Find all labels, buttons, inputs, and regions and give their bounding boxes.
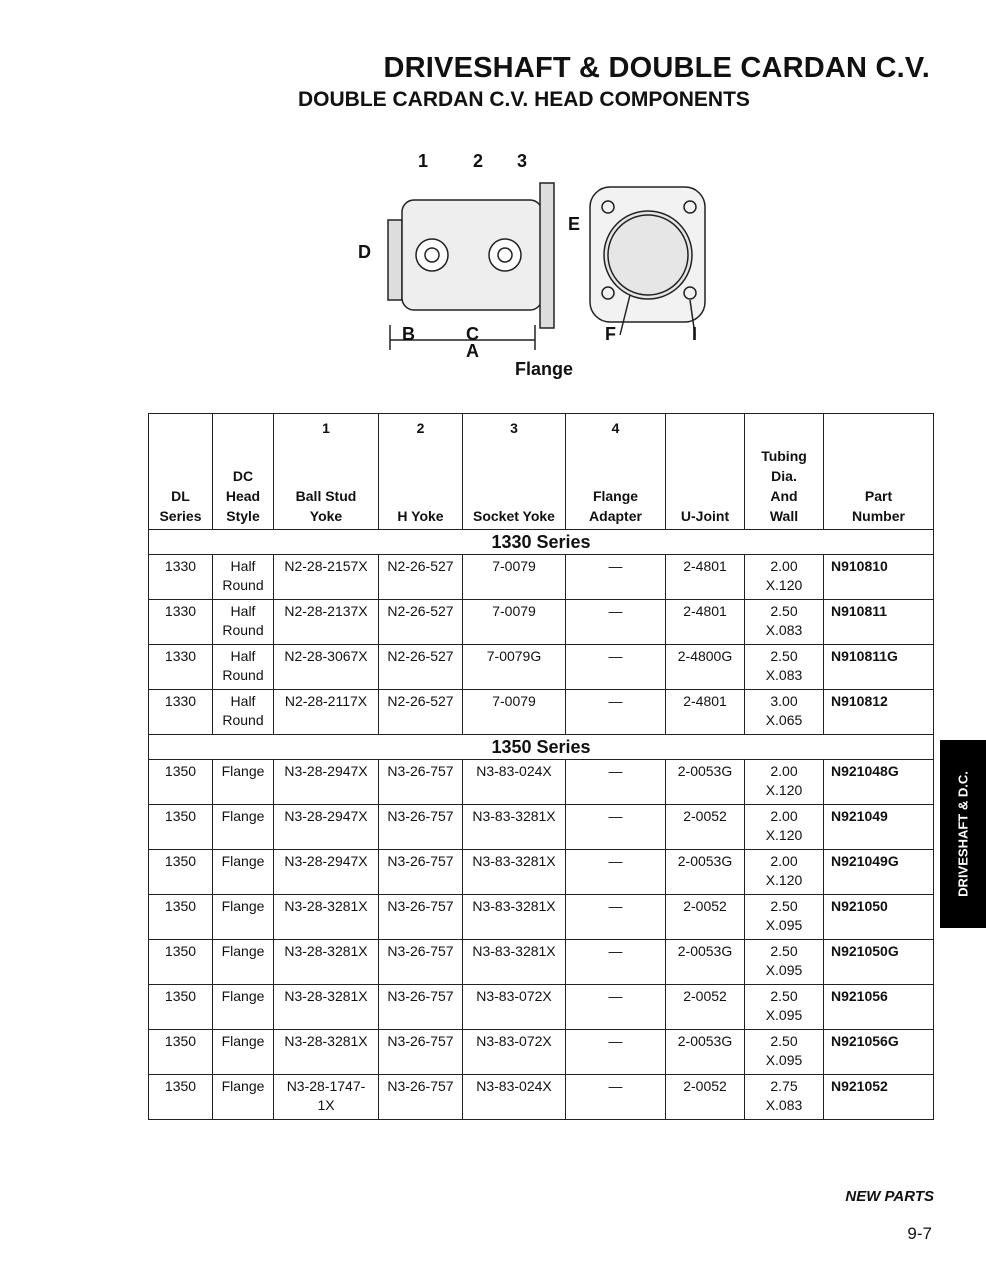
table-cell: N3-83-072X [463, 1030, 566, 1075]
table-cell: 2.50 X.095 [745, 895, 824, 940]
dimension-b: B [402, 324, 415, 344]
table-cell: 2-0053G [666, 760, 745, 805]
table-cell: 2.00 X.120 [745, 555, 824, 600]
table-cell: N3-26-757 [379, 760, 463, 805]
page-title: DRIVESHAFT & DOUBLE CARDAN C.V. [383, 52, 930, 84]
table-cell: N3-83-3281X [463, 850, 566, 895]
table-cell: 2.75 X.083 [745, 1075, 824, 1120]
table-cell: 1330 [149, 645, 213, 690]
table-cell: N3-26-757 [379, 850, 463, 895]
table-cell: 1350 [149, 940, 213, 985]
table-cell: Flange [213, 1030, 274, 1075]
table-cell: 1330 [149, 690, 213, 735]
table-cell: — [566, 1075, 666, 1120]
table-cell: 2.00 X.120 [745, 850, 824, 895]
table-cell: 2.50 X.095 [745, 940, 824, 985]
column-label: Ball Stud Yoke [295, 488, 357, 524]
column-number: 3 [510, 420, 518, 436]
table-row [149, 985, 934, 1030]
page-subtitle: DOUBLE CARDAN C.V. HEAD COMPONENTS [298, 88, 750, 111]
table-cell: N3-83-3281X [463, 895, 566, 940]
table-cell: N2-26-527 [379, 645, 463, 690]
table-cell: 2-4800G [666, 645, 745, 690]
table-cell: 2-4801 [666, 555, 745, 600]
dimension-e: E [568, 214, 581, 234]
column-label: Socket Yoke [473, 508, 555, 524]
part-number: N910812 [824, 690, 934, 735]
column-label: H Yoke [397, 508, 444, 524]
table-cell: — [566, 805, 666, 850]
table-cell: N2-28-2157X [274, 555, 379, 600]
table-cell: N3-26-757 [379, 805, 463, 850]
table-cell: — [566, 940, 666, 985]
table-cell: Flange [213, 895, 274, 940]
column-label: U-Joint [680, 508, 730, 524]
table-row [149, 555, 934, 600]
table-cell: N2-28-2137X [274, 600, 379, 645]
table-row [149, 805, 934, 850]
table-cell: Half Round [213, 645, 274, 690]
table-cell: Half Round [213, 555, 274, 600]
callout-1: 1 [418, 151, 429, 171]
table-cell: 7-0079 [463, 690, 566, 735]
table-row [149, 760, 934, 805]
column-number: 1 [322, 420, 330, 436]
flange-front-view [590, 187, 705, 335]
part-number: N921056 [824, 985, 934, 1030]
part-number: N910811G [824, 645, 934, 690]
column-header [824, 414, 934, 530]
table-cell: 1350 [149, 1030, 213, 1075]
column-header [745, 414, 824, 530]
column-number: 4 [611, 420, 620, 436]
part-number: N921049 [824, 805, 934, 850]
table-cell: — [566, 600, 666, 645]
table-cell: N3-28-2947X [274, 850, 379, 895]
table-cell: N3-28-3281X [274, 940, 379, 985]
table-cell: 2.50 X.083 [745, 600, 824, 645]
table-cell: Half Round [213, 690, 274, 735]
table-cell: 1350 [149, 760, 213, 805]
table-cell: Half Round [213, 600, 274, 645]
part-number: N910811 [824, 600, 934, 645]
column-header [213, 414, 274, 530]
table-cell: 1350 [149, 805, 213, 850]
table-cell: 1350 [149, 850, 213, 895]
table-cell: — [566, 645, 666, 690]
table-cell: N2-26-527 [379, 555, 463, 600]
table-cell: N3-28-2947X [274, 805, 379, 850]
table-row [149, 690, 934, 735]
table-cell: Flange [213, 985, 274, 1030]
table-row [149, 850, 934, 895]
table-cell: Flange [213, 760, 274, 805]
table-cell: 3.00 X.065 [745, 690, 824, 735]
dimension-i: I [692, 324, 698, 344]
table-cell: — [566, 760, 666, 805]
table-row [149, 1030, 934, 1075]
column-label: Tubing Dia. And Wall [761, 448, 807, 524]
column-header [379, 414, 463, 530]
table-cell: 2-0052 [666, 895, 745, 940]
part-number: N921052 [824, 1075, 934, 1120]
column-number: 2 [416, 420, 425, 436]
part-number: N921056G [824, 1030, 934, 1075]
series-header-row [149, 735, 934, 760]
series-header-row [149, 530, 934, 555]
new-parts-label: NEW PARTS [845, 1188, 934, 1205]
table-cell: N3-26-757 [379, 940, 463, 985]
table-cell: 2.50 X.095 [745, 985, 824, 1030]
table-cell: 2-0052 [666, 805, 745, 850]
part-number: N921050G [824, 940, 934, 985]
table-cell: N3-83-024X [463, 760, 566, 805]
part-number: N921048G [824, 760, 934, 805]
table-cell: 2-4801 [666, 600, 745, 645]
table-row [149, 940, 934, 985]
table-cell: 2-0053G [666, 940, 745, 985]
column-label: DL Series [159, 488, 202, 524]
table-cell: 1330 [149, 600, 213, 645]
callout-3: 3 [517, 151, 528, 171]
table-cell: 2-0052 [666, 1075, 745, 1120]
table-cell: 2.50 X.083 [745, 645, 824, 690]
table-cell: — [566, 895, 666, 940]
table-cell: N2-26-527 [379, 690, 463, 735]
callout-2: 2 [473, 151, 484, 171]
section-side-tab [940, 740, 986, 928]
dimension-c: C [466, 324, 479, 344]
table-cell: 7-0079 [463, 555, 566, 600]
part-number: N921050 [824, 895, 934, 940]
table-cell: N3-83-024X [463, 1075, 566, 1120]
table-cell: 2-0053G [666, 850, 745, 895]
table-row [149, 600, 934, 645]
table-cell: 2-4801 [666, 690, 745, 735]
table-cell: N3-26-757 [379, 1030, 463, 1075]
table-cell: N3-83-072X [463, 985, 566, 1030]
table-cell: 1330 [149, 555, 213, 600]
table-cell: N3-26-757 [379, 1075, 463, 1120]
table-cell: 2-0052 [666, 985, 745, 1030]
table-cell: Flange [213, 1075, 274, 1120]
dimension-d: D [358, 242, 371, 262]
table-cell: 7-0079 [463, 600, 566, 645]
table-cell: — [566, 1030, 666, 1075]
table-row [149, 895, 934, 940]
table-cell: N3-83-3281X [463, 805, 566, 850]
part-number: N921049G [824, 850, 934, 895]
table-cell: 2.00 X.120 [745, 760, 824, 805]
column-header [666, 414, 745, 530]
page-number: 9-7 [907, 1224, 932, 1243]
side-tab-label: DRIVESHAFT & D.C. [955, 771, 971, 897]
table-cell: N3-28-3281X [274, 985, 379, 1030]
table-cell: N3-28-1747- 1X [274, 1075, 379, 1120]
table-cell: 2-0053G [666, 1030, 745, 1075]
table-cell: 2.00 X.120 [745, 805, 824, 850]
table-cell: N2-28-3067X [274, 645, 379, 690]
table-cell: Flange [213, 850, 274, 895]
table-cell: — [566, 690, 666, 735]
diagram-caption: Flange [515, 359, 574, 379]
table-cell: — [566, 555, 666, 600]
table-cell: — [566, 985, 666, 1030]
table-cell: N3-83-3281X [463, 940, 566, 985]
series-title: 1350 Series [149, 735, 934, 760]
table-row [149, 645, 934, 690]
table-cell: 2.50 X.095 [745, 1030, 824, 1075]
table-cell: — [566, 850, 666, 895]
cv-head-diagram [350, 145, 730, 385]
table-row [149, 1075, 934, 1120]
column-header [274, 414, 379, 530]
table-cell: N3-28-3281X [274, 895, 379, 940]
table-cell: Flange [213, 805, 274, 850]
column-header [463, 414, 566, 530]
dimension-f: F [605, 324, 616, 344]
table-cell: N3-28-2947X [274, 760, 379, 805]
table-cell: 1350 [149, 1075, 213, 1120]
series-title: 1330 Series [149, 530, 934, 555]
table-cell: N2-28-2117X [274, 690, 379, 735]
column-header [149, 414, 213, 530]
table-cell: N3-26-757 [379, 985, 463, 1030]
table-header-row [149, 414, 934, 530]
table-cell: 1350 [149, 895, 213, 940]
table-cell: Flange [213, 940, 274, 985]
table-cell: N2-26-527 [379, 600, 463, 645]
table-cell: 1350 [149, 985, 213, 1030]
column-header [566, 414, 666, 530]
table-cell: 7-0079G [463, 645, 566, 690]
table-cell: N3-26-757 [379, 895, 463, 940]
part-number: N910810 [824, 555, 934, 600]
column-label: Part Number [852, 488, 905, 524]
column-label: DC Head Style [225, 468, 261, 524]
components-table [148, 413, 934, 1120]
table-cell: N3-28-3281X [274, 1030, 379, 1075]
dimension-a: A [466, 341, 479, 361]
column-label: Flange Adapter [589, 488, 642, 524]
